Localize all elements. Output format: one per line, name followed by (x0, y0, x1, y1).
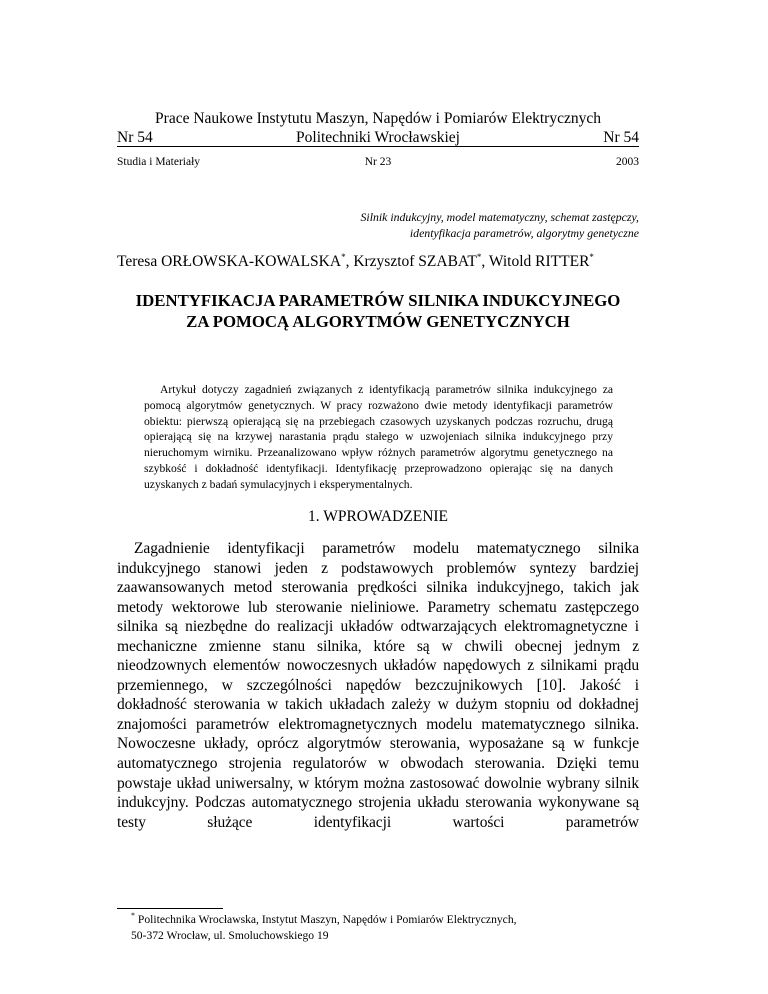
abstract-text: Artykuł dotyczy zagadnień związanych z identyfikacją parametrów silnika indukcyjnego za pomocą algorytmów genetycznych. W pracy rozważono dwie metody identyfikacji parametrów obiektu: pierwszą opierającą się na przebiegach czasowych uzyskanych podczas rozruchu, drugą opierającą się na krzywej narastania prądu stałego w uzwojeniach silnika indukcyjnego przy nieruchomym wirniku. Przeanalizowano wpływ różnych parametrów algorytmu genetycznego na szybkość i dokładność identyfikacji. Identyfikację przeprowadzono opierając się na danych uzyskanych z badań symulacyjnych i eksperymentalnych. (144, 383, 613, 491)
abstract (144, 382, 613, 493)
paper-title (117, 290, 639, 332)
author-1: Teresa ORŁOWSKA-KOWALSKA (117, 253, 342, 270)
paper-title-line1: IDENTYFIKACJA PARAMETRÓW SILNIKA INDUKCYJNEGO (135, 291, 621, 310)
author-1-mark: * (341, 251, 346, 262)
series-row2 (117, 128, 639, 147)
body-text (117, 539, 639, 832)
series-title-line1: Prace Naukowe Instytutu Maszyn, Napędów i Pomiarów Elektrycznych (155, 110, 601, 127)
footnote-affiliation: Politechnika Wrocławska, Instytut Maszyn, Napędów i Pomiarów Elektrycznych, (137, 913, 517, 926)
body-paragraph: Zagadnienie identyfikacji parametrów modelu matematycznego silnika indukcyjnego stanowi jeden z podstawowych problemów syntezy bardziej zaawansowanych metod sterowania prędkości silnika indukcyjnego, takich jak metody wektorowe lub sterowanie nieliniowe. Parametry schematu zastępczego silnika są niezbędne do realizacji układów odtwarzających elektromagnetyczne i mechaniczne zmienne stanu silnika, które są w chwili obecnej jednym z nieodzownych elementów nowoczesnych układów napędowych z silnikami prądu przemiennego, w szczególności napędów bezczujnikowych [10]. Jakość i dokładność sterowania w takich układach zależy w dużym stopniu od dokładnej znajomości parametrów elektromagnetycznych modelu matematycznego silnika. Nowoczesne układy, oprócz algorytmów sterowania, wyposażane są w funkcje automatycznego strojenia regulatorów w obwodach sterowania. Dzięki temu powstaje układ uniwersalny, w którym można zastosować dowolnie wybrany silnik indukcyjny. Podczas automatycznego strojenia układu sterowania wykonywane są testy służące identyfikacji wartości parametrów (117, 540, 639, 831)
author-2-mark: * (476, 251, 482, 262)
author-separator-1: , (345, 253, 354, 270)
footnote-mark: * (131, 911, 135, 921)
meta-row (117, 156, 639, 168)
author-2: Krzysztof SZABAT (353, 253, 477, 270)
meta-issue: Nr 23 (364, 156, 392, 168)
series-number-right: Nr 54 (603, 129, 639, 146)
footnote-line1 (131, 912, 631, 928)
series-header (117, 109, 639, 147)
author-3: Witold RITTER (488, 253, 590, 270)
paper-title-line2: ZA POMOCĄ ALGORYTMÓW GENETYCZNYCH (186, 312, 570, 331)
footnote-address: 50-372 Wrocław, ul. Smoluchowskiego 19 (131, 928, 329, 942)
header-rule (117, 146, 639, 147)
authors (117, 253, 594, 271)
keywords-line2: identyfikacja parametrów, algorytmy genetyczne (409, 225, 639, 240)
keywords-line1: Silnik indukcyjny, model matematyczny, schemat zastępczy, (360, 210, 639, 224)
series-number-left: Nr 54 (117, 129, 153, 146)
author-3-mark: * (589, 251, 594, 262)
keywords (300, 210, 639, 241)
series-title-line2: Politechniki Wrocławskiej (296, 129, 460, 146)
footnote-rule (117, 908, 223, 909)
meta-series-name: Studia i Materiały (117, 156, 201, 168)
footnote (131, 912, 631, 943)
author-separator-2: , (481, 253, 489, 270)
meta-year: 2003 (616, 156, 639, 168)
section-heading: 1. WPROWADZENIE (307, 508, 449, 525)
